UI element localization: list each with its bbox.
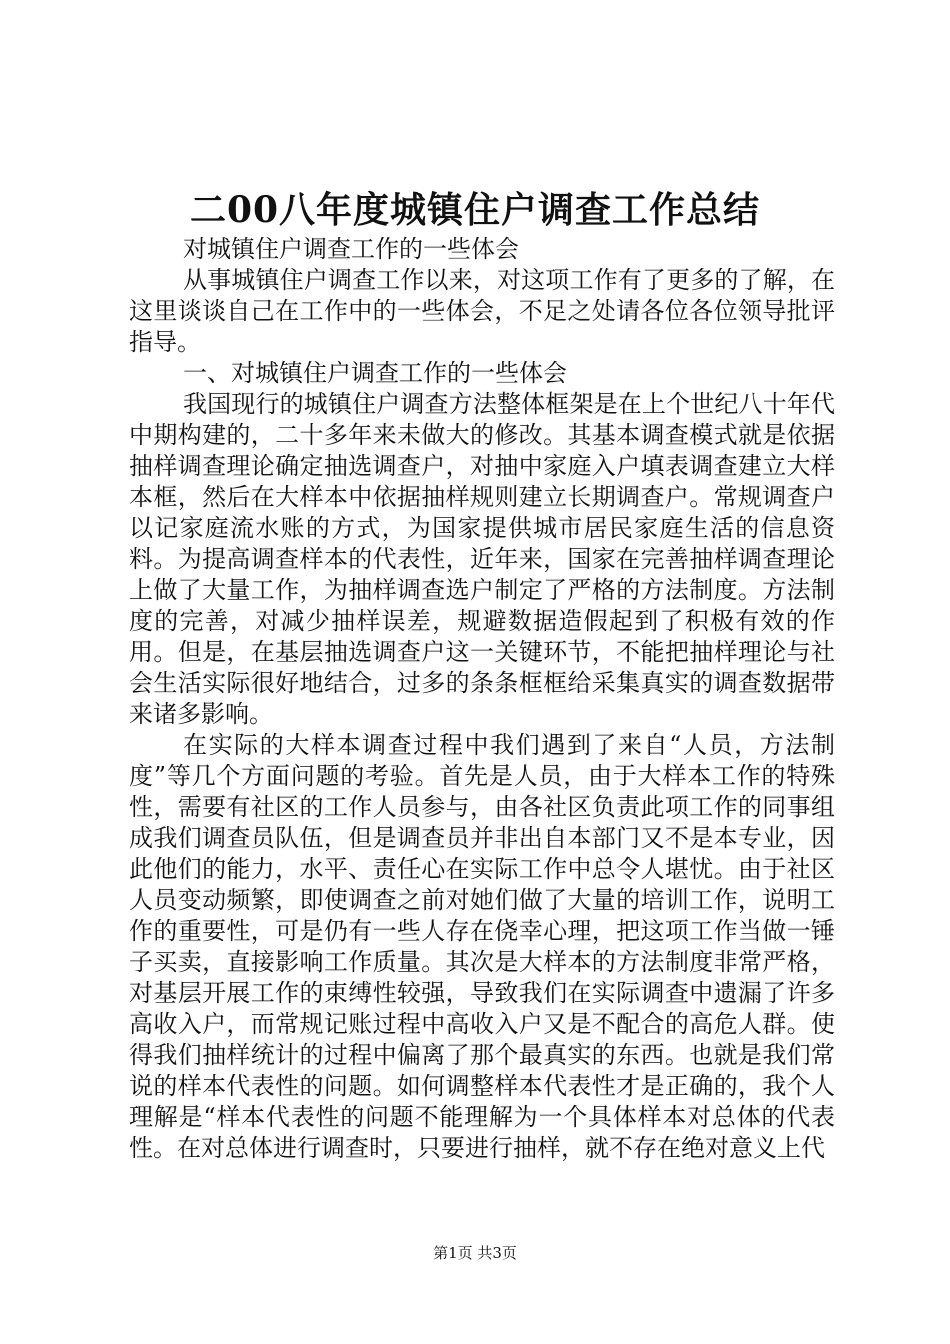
paragraph-issues: 在实际的大样本调查过程中我们遇到了来自“人员，方法制度”等几个方面问题的考验。首先是人员，由于大样本工作的特殊性，需要有社区的工作人员参与，由各社区负责此项工作的同事组成我们调查员队伍，但是调查员并非出自本部门又不是本专业，因此他们的能力，水平、责任心在实际工作中总令人堪忧。由于社区人员变动频繁，即使调查之前对她们做了大量的培训工作，说明工作的重要性，可是仍有一些人存在侥幸心理，把这项工作当做一锤子买卖，直接影响工作质量。其次是大样本的方法制度非常严格，对基层开展工作的束缚性较强，导致我们在实际调查中遗漏了许多高收入户，而常规记账过程中高收入户又是不配合的高危人群。使得我们抽样统计的过程中偏离了那个最真实的东西。也就是我们常说的样本代表性的问题。如何调整样本代表性才是正确的，我个人理解是“样本代表性的问题不能理解为一个具体样本对总体的代表性。在对总体进行调查时，只要进行抽样，就不存在绝对意义上代 [129,731,835,1162]
paragraph-subtitle: 对城镇住户调查工作的一些体会 [183,235,519,263]
page-number-footer: 第1页 共3页 [433,1244,517,1262]
document-body [129,234,835,1164]
paragraph-intro: 从事城镇住户调查工作以来，对这项工作有了更多的了解，在这里谈谈自己在工作中的一些体会，不足之处请各位各位领导批评指导。 [129,266,835,356]
document-title: 二00八年度城镇住户调查工作总结 [189,189,761,231]
paragraph-framework: 我国现行的城镇住户调查方法整体框架是在上个世纪八十年代中期构建的，二十多年来未做大的修改。其基本调查模式就是依据抽样调查理论确定抽选调查户，对抽中家庭入户填表调查建立大样本框，然后在大样本中依据抽样规则建立长期调查户。常规调查户以记家庭流水账的方式，为国家提供城市居民家庭生活的信息资料。为提高调查样本的代表性，近年来，国家在完善抽样调查理论上做了大量工作，为抽样调查选户制定了严格的方法制度。方法制度的完善，对减少抽样误差，规避数据造假起到了积极有效的作用。但是，在基层抽选调查户这一关键环节，不能把抽样理论与社会生活实际很好地结合，过多的条条框框给采集真实的调查数据带来诸多影响。 [129,390,835,728]
section-heading: 一、对城镇住户调查工作的一些体会 [183,359,567,387]
